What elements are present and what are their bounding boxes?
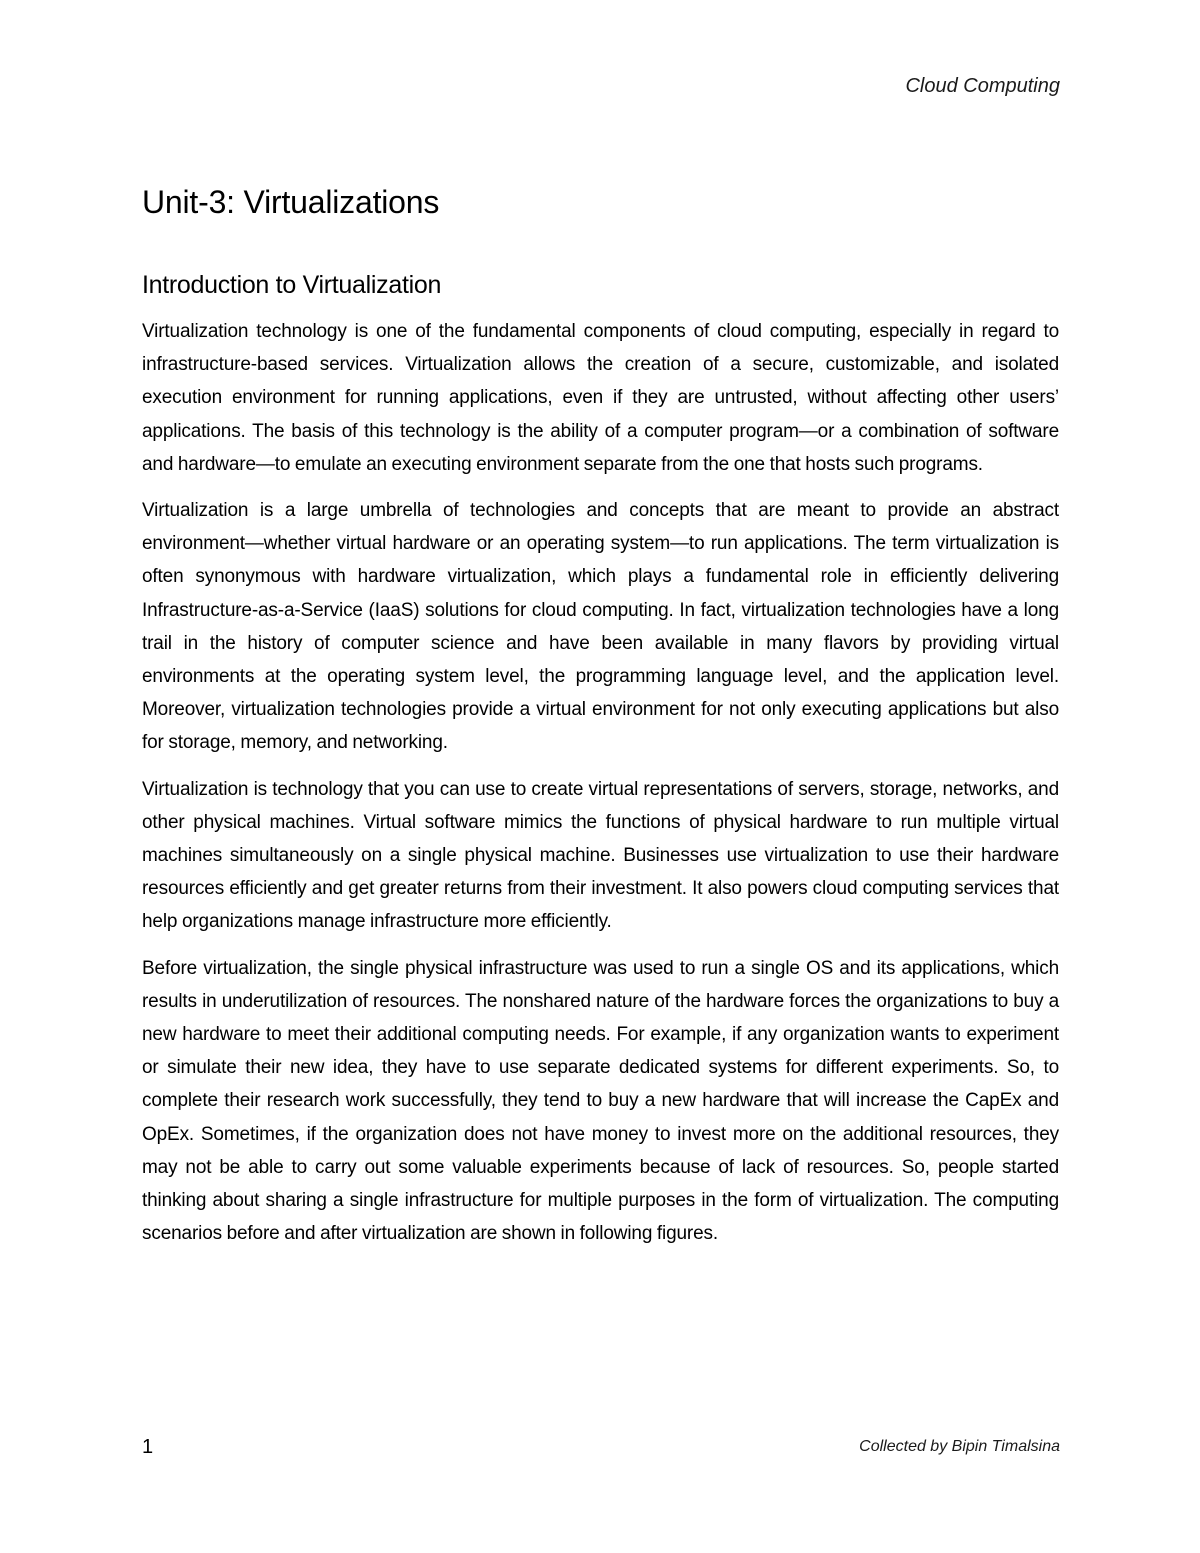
paragraph: Virtualization is technology that you can use to create virtual representations of servers, storage, networks, and other physical machines. Virtual software mimics the functions of physical hardware to run multiple virtual machines simultaneously on a single physical machine. Businesses use virtualization to use their hardware resources efficiently and get greater returns from their investment. It also powers cloud computing services that help organizations manage infrastructure more efficiently.: [142, 778, 1059, 933]
unit-title: Unit-3: Virtualizations: [142, 184, 440, 220]
section-heading: Introduction to Virtualization: [142, 271, 442, 299]
paragraph: Before virtualization, the single physical infrastructure was used to run a single OS and its applications, which results in underutilization of resources. The nonshared nature of the hardware forces the organizations to buy a new hardware to meet their additional computing needs. For example, if any organization wants to experiment or simulate their new idea, they have to use separate dedicated systems for different experiments. So, to complete their research work successfully, they tend to buy a new hardware that will increase the CapEx and OpEx. Sometimes, if the organization does not have money to invest more on the additional resources, they may not be able to carry out some valuable experiments because of lack of resources. So, people started thinking about sharing a single infrastructure for multiple purposes in the form of virtualization. The computing scenarios before and after virtualization are shown in following figures.: [142, 957, 1059, 1245]
paragraph: Virtualization is a large umbrella of technologies and concepts that are meant to provide an abstract environment—whether virtual hardware or an operating system—to run applications. The term virtualization is often synonymous with hardware virtualization, which plays a fundamental role in efficiently delivering Infrastructure-as-a-Service (IaaS) solutions for cloud computing. In fact, virtualization technologies have a long trail in the history of computer science and have been available in many flavors by providing virtual environments at the operating system level, the programming language level, and the application level. Moreover, virtualization technologies provide a virtual environment for not only executing applications but also for storage, memory, and networking.: [142, 500, 1059, 754]
paragraph: Virtualization technology is one of the fundamental components of cloud computing, especially in regard to infrastructure-based services. Virtualization allows the creation of a secure, customizable, and isolated execution environment for running applications, even if they are untrusted, without affecting other users’ applications. The basis of this technology is the ability of a computer program—or a combination of software and hardware—to emulate an executing environment separate from the one that hosts such programs.: [142, 321, 1059, 475]
body-text: [142, 315, 1059, 1263]
running-header: Cloud Computing: [905, 75, 1060, 97]
footer-credit: Collected by Bipin Timalsina: [859, 1438, 1060, 1455]
page-number: 1: [142, 1436, 154, 1458]
